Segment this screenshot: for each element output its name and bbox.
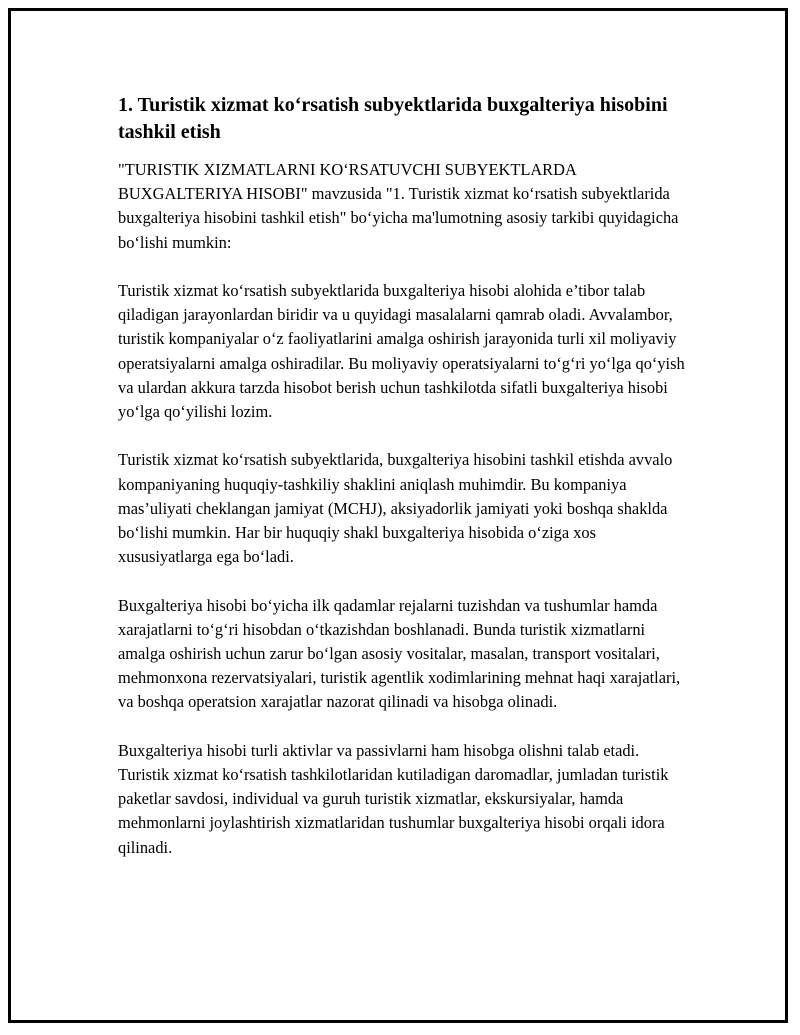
section-heading: 1. Turistik xizmat ko‘rsatish subyektlarida buxgalteriya hisobini tashkil etish: [118, 94, 668, 143]
paragraph-legal-form: Turistik xizmat ko‘rsatish subyektlarida, buxgalteriya hisobini tashkil etishda avvalo kompaniyaning huquqiy-tashkiliy shaklini aniqlash muhimdir. Bu kompaniya mas’uliyati cheklangan jamiyat (MCHJ), aksiyadorlik jamiyati yoki boshqa shaklda bo‘lishi mumkin. Har bir huquqiy shakl buxgalteriya hisobida o‘ziga xos xususiyatlarga ega bo‘ladi.: [118, 450, 673, 567]
paragraph-first-steps: Buxgalteriya hisobi bo‘yicha ilk qadamlar rejalarni tuzishdan va tushumlar hamda xarajatlarni to‘g‘ri hisobdan o‘tkazishdan boshlanadi. Bunda turistik xizmatlarni amalga oshirish uchun zarur bo‘lgan asosiy vositalar, masalan, transport vositalari, mehmonxona rezervatsiyalari, turistik agentlik xodimlarining mehnat haqi xarajatlari, va boshqa operatsion xarajatlar nazorat qilinadi va hisobga olinadi.: [118, 595, 681, 712]
paragraph-assets-liabilities: Buxgalteriya hisobi turli aktivlar va passivlarni ham hisobga olishni talab etadi. Turistik xizmat ko‘rsatish tashkilotlaridan kutiladigan daromadlar, jumladan turistik paketlar savdosi, individual va guruh turistik xizmatlar, ekskursiyalar, hamda mehmonlarni joylashtirish xizmatlaridan tushumlar buxgalteriya hisobi orqali idora qilinadi.: [118, 740, 669, 857]
paragraph-intro: "TURISTIK XIZMATLARNI KO‘RSATUVCHI SUBYEKTLARDA BUXGALTERIYA HISOBI" mavzusida "1. Turistik xizmat ko‘rsatish subyektlarida buxgalteriya hisobini tashkil etish" bo‘yicha ma'lumotning asosiy tarkibi quyidagicha bo‘lishi mumkin:: [118, 160, 679, 252]
document-body: [118, 92, 690, 884]
paragraph-overview: Turistik xizmat ko‘rsatish subyektlarida buxgalteriya hisobi alohida e’tibor talab qiladigan jarayonlardan biridir va u quyidagi masalalarni qamrab oladi. Avvalambor, turistik kompaniyalar o‘z faoliyatlarini amalga oshirish jarayonida turli xil moliyaviy operatsiyalarni amalga oshiradilar. Bu moliyaviy operatsiyalarni to‘g‘ri yo‘lga qo‘yish va ulardan akkura tarzda hisobot berish uchun tashkilotda sifatli buxgalteriya hisobi yo‘lga qo‘yilishi lozim.: [118, 281, 685, 422]
